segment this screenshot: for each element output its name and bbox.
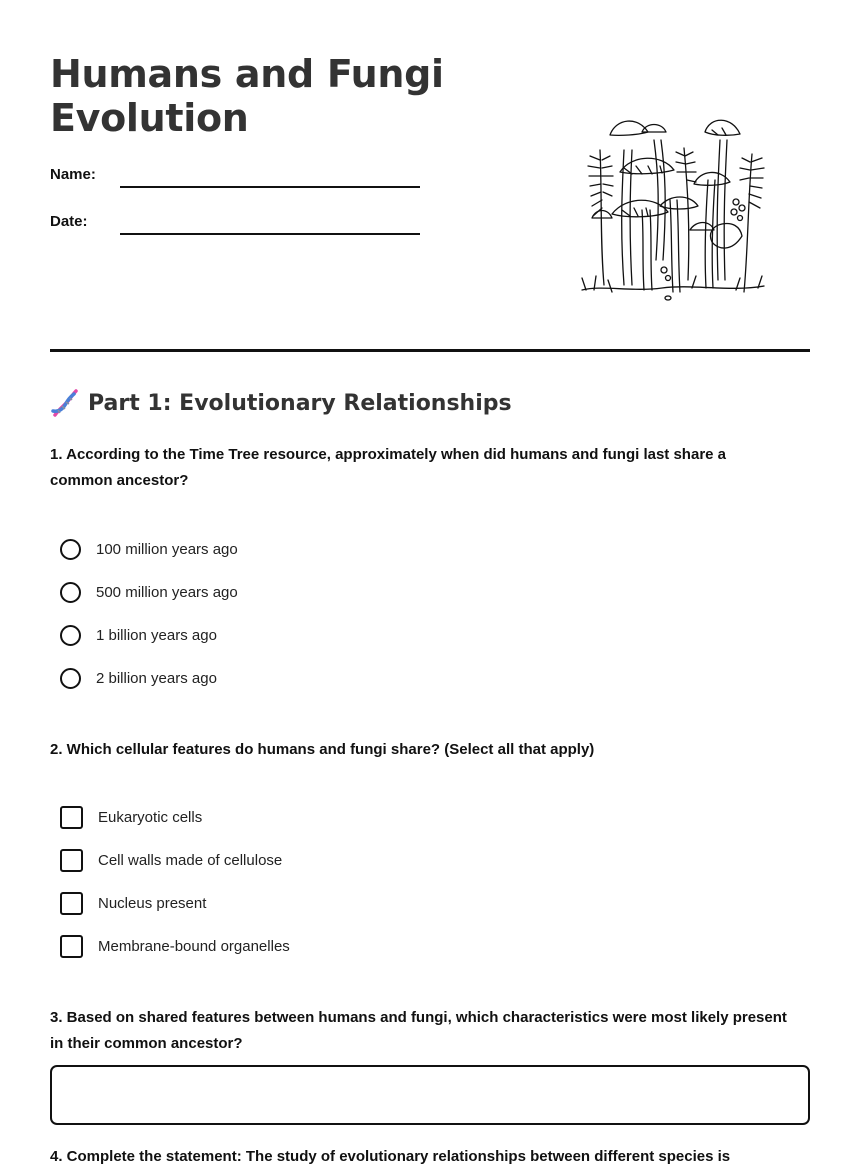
checkbox[interactable]	[60, 806, 83, 829]
section-divider	[50, 349, 810, 352]
q1-option-2[interactable]	[60, 579, 238, 605]
checkbox[interactable]	[60, 935, 83, 958]
title-line-2: Evolution	[50, 96, 249, 140]
q1-option-3[interactable]	[60, 622, 217, 648]
option-label: 1 billion years ago	[96, 626, 217, 644]
radio-button[interactable]	[60, 668, 81, 689]
option-label: 100 million years ago	[96, 540, 238, 558]
option-label: Nucleus present	[98, 894, 207, 912]
radio-button[interactable]	[60, 539, 81, 560]
dna-icon	[50, 388, 80, 418]
question-2: 2. Which cellular features do humans and fungi share? (Select all that apply)	[50, 741, 595, 758]
name-label: Name:	[50, 166, 96, 183]
q3-answer-box[interactable]	[50, 1065, 810, 1125]
question-4: 4. Complete the statement: The study of evolutionary relationships between different species is	[50, 1148, 731, 1165]
q2-option-3[interactable]	[60, 890, 206, 916]
q2-option-1[interactable]	[60, 804, 202, 830]
date-label: Date:	[50, 213, 88, 230]
name-field[interactable]	[120, 186, 420, 188]
worksheet-page	[50, 0, 810, 1165]
checkbox[interactable]	[60, 892, 83, 915]
option-label: 2 billion years ago	[96, 669, 217, 687]
q1-option-4[interactable]	[60, 665, 217, 691]
title-line-1: Humans and Fungi	[50, 52, 444, 96]
radio-button[interactable]	[60, 625, 81, 646]
date-field[interactable]	[120, 233, 420, 235]
q1-option-1[interactable]	[60, 536, 238, 562]
option-label: Eukaryotic cells	[98, 808, 203, 826]
question-3: 3. Based on shared features between humans and fungi, which characteristics were most likely present in their common ancestor?	[50, 1009, 787, 1052]
checkbox[interactable]	[60, 849, 83, 872]
part1-heading-text: Part 1: Evolutionary Relationships	[88, 390, 512, 416]
mushroom-illustration	[572, 110, 772, 305]
q2-option-4[interactable]	[60, 933, 290, 959]
q2-option-2[interactable]	[60, 847, 282, 873]
part1-heading	[50, 388, 512, 418]
option-label: Cell walls made of cellulose	[98, 851, 283, 869]
option-label: 500 million years ago	[96, 583, 238, 601]
question-1: 1. According to the Time Tree resource, approximately when did humans and fungi last share a common ancestor?	[50, 446, 727, 489]
worksheet-title	[50, 52, 444, 140]
option-label: Membrane-bound organelles	[98, 937, 290, 955]
radio-button[interactable]	[60, 582, 81, 603]
